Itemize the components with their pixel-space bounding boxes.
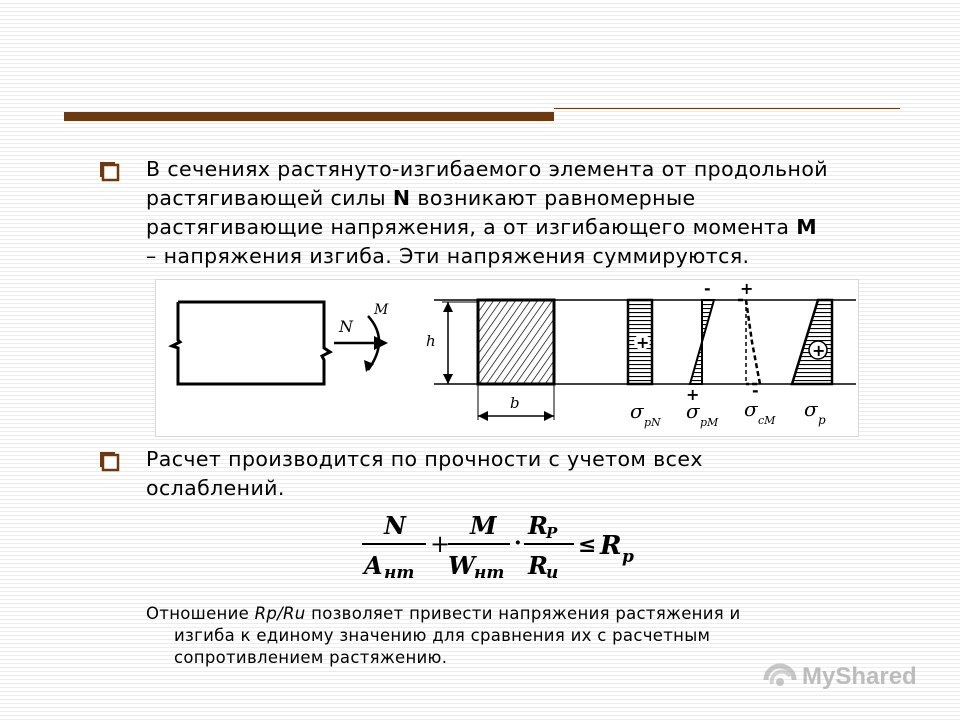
- sign-plus-p: +: [812, 341, 826, 360]
- formula-plus: +: [430, 530, 451, 558]
- stress-diagram-figure: [155, 279, 859, 437]
- sigma-pN: σ: [630, 399, 644, 423]
- myshared-watermark: [756, 650, 946, 700]
- sigma-labels: [630, 397, 826, 429]
- text-span: растягивающей силы: [146, 186, 393, 210]
- paragraph1-line3: [146, 213, 916, 242]
- checkbox-bullet-icon: [98, 160, 122, 184]
- sigma-p: σ: [804, 397, 818, 421]
- diagram-sigma-cM: [738, 280, 760, 400]
- sign-minus-pM: -: [704, 280, 711, 298]
- sigma-pM-sub: pМ: [700, 416, 719, 429]
- label-M: M: [374, 302, 389, 318]
- force-arrows: [334, 302, 389, 372]
- stress-diagram-drawing: [156, 280, 860, 438]
- sign-plus-pN: +: [636, 333, 650, 352]
- note-ratio-symbol: Rp/Ru: [254, 604, 306, 623]
- note-line2: изгиба к единому значению для сравнения их с расчетным: [174, 626, 711, 645]
- formula-R-sub: p: [622, 547, 634, 567]
- checkbox-bullet-icon: [98, 450, 122, 474]
- sign-minus-cM: -: [752, 381, 759, 400]
- formula-Rp: R: [528, 511, 548, 540]
- symbol-N: N: [392, 186, 411, 210]
- watermark-text: MyShared: [802, 663, 917, 690]
- paragraph2-line1: Расчет производится по прочности с учетом всех: [146, 447, 703, 471]
- text-span: Отношение: [146, 604, 255, 623]
- formula-N: N: [384, 511, 406, 540]
- formula-W: W: [448, 551, 475, 580]
- formula-Ru: R: [528, 551, 548, 580]
- diagram-sigma-pN: [628, 300, 652, 384]
- sign-plus-pM: +: [686, 385, 700, 404]
- beam-element: [172, 302, 330, 384]
- paragraph1-line4: – напряжения изгиба. Эти напряжения суммируются.: [146, 244, 750, 268]
- text-span: позволяет привести напряжения растяжения и: [305, 604, 741, 623]
- formula-leq: ≤: [578, 532, 597, 558]
- paragraph1-line1: В сечениях растянуто-изгибаемого элемента от продольной: [146, 157, 828, 181]
- note-line1: [146, 603, 916, 625]
- sigma-cM: σ: [744, 397, 758, 421]
- label-N: N: [339, 317, 353, 336]
- paragraph-tension-bending: [146, 155, 916, 271]
- formula-M: M: [470, 511, 497, 540]
- note-line3: сопротивлением растяжению.: [174, 648, 448, 667]
- sign-plus-cM: +: [740, 280, 754, 298]
- sigma-p-sub: p: [818, 413, 826, 427]
- text-span: растягивающие напряжения, а от изгибающего момента: [146, 215, 797, 239]
- paragraph1-line2: [146, 184, 916, 213]
- paragraph-strength-calculation: [146, 445, 846, 503]
- label-b: b: [510, 394, 520, 412]
- watermark-logo-icon: [766, 666, 794, 686]
- diagram-sigma-pM: [686, 280, 714, 404]
- text-span: возникают равномерные: [410, 186, 696, 210]
- sigma-pN-sub: pN: [644, 416, 661, 429]
- paragraph2-line2: ослаблений.: [146, 476, 285, 500]
- sigma-cM-sub: cМ: [758, 414, 776, 427]
- formula-Ru-sub: и: [546, 563, 559, 583]
- strength-formula: [356, 508, 656, 590]
- title-accent-bar: [64, 112, 554, 121]
- label-h: h: [426, 332, 436, 350]
- title-rule-line: [554, 108, 900, 109]
- cross-section: [426, 300, 554, 421]
- formula-A: A: [364, 551, 383, 580]
- formula-W-sub: нт: [474, 563, 505, 583]
- formula-Rp-sub: P: [546, 524, 558, 542]
- symbol-M: M: [796, 215, 818, 239]
- sigma-pM: σ: [686, 399, 700, 423]
- formula-dot: ·: [514, 530, 522, 556]
- diagram-sigma-p: [792, 300, 832, 384]
- formula-R: R: [600, 531, 622, 561]
- formula-A-sub: нт: [384, 563, 415, 583]
